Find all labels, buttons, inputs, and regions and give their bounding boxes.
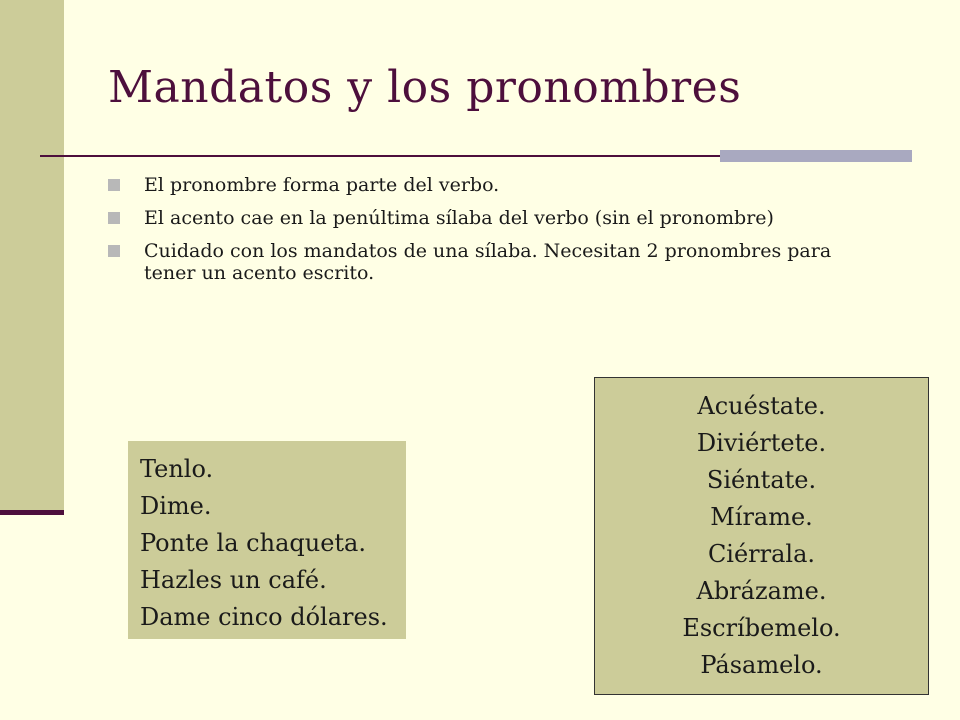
example-line: Dame cinco dólares. bbox=[140, 603, 388, 631]
bullet-item bbox=[108, 240, 868, 284]
square-bullet-icon bbox=[108, 212, 120, 224]
left-accent-band bbox=[0, 0, 64, 510]
bullet-item bbox=[108, 207, 868, 229]
left-band-divider bbox=[0, 510, 64, 515]
example-line: Mírame. bbox=[710, 503, 813, 531]
example-line: Escríbemelo. bbox=[682, 614, 841, 642]
example-line: Diviértete. bbox=[696, 429, 827, 457]
example-box-left bbox=[128, 441, 406, 639]
example-line: Dime. bbox=[140, 492, 212, 520]
bullet-text: El pronombre forma parte del verbo. bbox=[144, 174, 500, 196]
example-line: Ponte la chaqueta. bbox=[140, 529, 366, 557]
bullet-list bbox=[108, 174, 868, 295]
square-bullet-icon bbox=[108, 245, 120, 257]
example-line: Ciérrala. bbox=[707, 540, 816, 568]
example-line: Hazles un café. bbox=[140, 566, 327, 594]
example-line: Pásamelo. bbox=[700, 651, 823, 679]
example-line: Tenlo. bbox=[140, 455, 214, 483]
bullet-text: Cuidado con los mandatos de una sílaba. Necesitan 2 pronombres para tener un acento escrito. bbox=[144, 240, 832, 284]
example-line: Abrázame. bbox=[696, 577, 827, 605]
example-box-right bbox=[594, 377, 929, 695]
example-line: Siéntate. bbox=[706, 466, 817, 494]
slide-title: Mandatos y los pronombres bbox=[108, 62, 742, 113]
example-line: Acuéstate. bbox=[697, 392, 826, 420]
title-underline-accent bbox=[720, 150, 912, 162]
bullet-text: El acento cae en la penúltima sílaba del verbo (sin el pronombre) bbox=[144, 207, 774, 229]
bullet-item bbox=[108, 174, 868, 196]
square-bullet-icon bbox=[108, 179, 120, 191]
